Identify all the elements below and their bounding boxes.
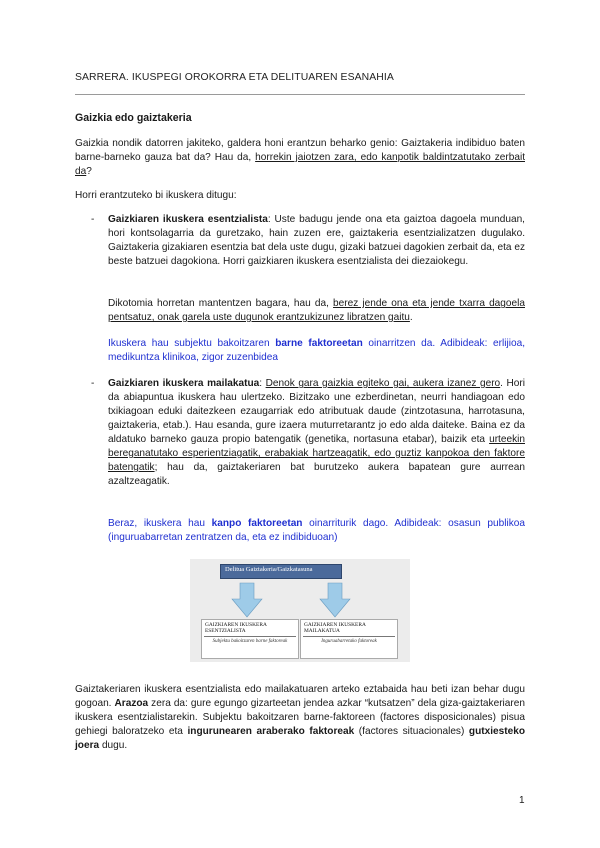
- intro-paragraph: [75, 137, 525, 179]
- arrow-down-icon: [320, 583, 350, 617]
- essentialist-box-subtitle: Subjektu bakoitzaren barne faktoreak: [212, 639, 288, 644]
- conclusion-text-2: zera da: gure egungo gizarteetan jendea azkar “kutsatzen” dela giza-gaiztakeriaren ikuskera esentzialistarekin. Subjektu bakoitzaren barne-faktoreen (factores disposicionales) pisua gehiegi baloratzeko eta: [75, 698, 525, 737]
- internal-note-text: Ikuskera hau subjektu bakoitzaren: [108, 338, 276, 349]
- dichotomy-text: Dikotomia horretan mantentzen bagara, hau da,: [108, 298, 334, 309]
- diagram-top-label: Delitua Gaiztakeria/Gaizkatasuna: [225, 566, 313, 573]
- graduated-underlined-2: urteekin bereganatutako esperientziagatik, erabakiak hartzeagatik, edo guztiz kanpokoa den faktore batengatik: [108, 434, 525, 473]
- conclusion-bold-3: gutxiesteko joera: [75, 726, 525, 751]
- graduated-box: [300, 619, 398, 659]
- arrow-down-icon: [232, 583, 262, 617]
- internal-factors-note: [108, 337, 525, 365]
- header-divider: [75, 94, 525, 95]
- graduated-heading: Gaizkiaren ikuskera mailakatua: [108, 378, 260, 389]
- conclusion-text-3: (factores situacionales): [354, 726, 469, 737]
- conclusion-text-4: dugu.: [99, 740, 128, 751]
- essentialist-box-title: GAIZKIAREN IKUSKERA ESENTZIALISTA: [205, 622, 267, 634]
- page-number: 1: [519, 795, 525, 806]
- graduated-box-title: GAIZKIAREN IKUSKERA MAILAKATUA: [304, 622, 366, 634]
- external-factors-note: [108, 517, 525, 545]
- internal-factors-term: barne faktoreetan: [275, 338, 363, 349]
- dichotomy-paragraph: [108, 297, 525, 325]
- intro-text: Gaizkia nondik datorren jakiteko, galdera honi erantzun beharko genio: Gaiztakeria indibiduo baten barne-barneko gauza bat da? Hau da,: [75, 138, 525, 163]
- list-dash: -: [91, 378, 95, 389]
- box-divider: [303, 636, 395, 637]
- dichotomy-end: .: [409, 312, 413, 323]
- section-title: Gaizkia edo gaiztakeria: [75, 112, 192, 124]
- essentialist-heading: Gaizkiaren ikuskera esentzialista: [108, 214, 268, 225]
- conclusion-bold-1: Arazoa: [114, 698, 149, 709]
- views-intro: Horri erantzuteko bi ikuskera ditugu:: [75, 190, 237, 201]
- graduated-underlined-1: Denok gara gaizkia egiteko gai, aukera izanez gero: [265, 378, 501, 389]
- graduated-paragraph: [108, 377, 525, 489]
- external-note-examples: oinarriturik dago. Adibideak: osasun publikoa (inguruabarretan zentratzen da, eta ez indibiduoan): [108, 518, 525, 543]
- graduated-text-1: . Hori da abiapuntua ikuskera hau ulertzeko. Bizitzako une ezberdinetan, neurri handiagoan edo txikiagoan eduki daitezkeen ezaugarriak edo atributuak daude (zintzotasuna, harrotasuna, gaiztakeria, etab.). Hau esanda, gure izaera muturretarantz jo edo alda daiteke. Baina ez da aldatuko barneko gauza propio batengatik (genetika, nortasuna etabar), baizik eta: [108, 378, 526, 445]
- intro-underlined-text: horrekin jaiotzen zara, edo kanpotik baldintzatutako zerbait da: [75, 152, 525, 177]
- box-divider: [204, 636, 296, 637]
- concept-diagram: [190, 559, 410, 662]
- graduated-colon: :: [259, 378, 266, 389]
- conclusion-text-1: Gaiztakeriaren ikuskera esentzialista edo mailakatuaren arteko eztabaida hau beti izan behar dugu gogoan.: [75, 684, 525, 709]
- intro-end: ?: [86, 166, 92, 177]
- list-dash: -: [91, 214, 95, 225]
- external-note-text: Beraz, ikuskera hau: [108, 518, 212, 529]
- graduated-box-subtitle: Inguruabarretako faktoreak: [321, 639, 377, 644]
- essentialist-box: [201, 619, 299, 659]
- chapter-header: SARRERA. IKUSPEGI OROKORRA ETA DELITUAREN ESANAHIA: [75, 72, 394, 83]
- essentialist-paragraph: [108, 213, 525, 269]
- graduated-text-2: ; hau da, gaiztakeriaren bat burutzeko aukera bapatean gure aurrean azaltzeagatik.: [108, 462, 525, 487]
- internal-note-examples: oinarritzen da. Adibideak: erlijioa, medikuntza klinikoa, zigor zuzenbidea: [108, 338, 526, 363]
- essentialist-text: : Uste badugu jende ona eta gaiztoa dagoela munduan, hori kontsolagarria da guretzako, hain zuzen ere, gaiztakeria esentzializatzen dugulako. Gaiztakeria gizakiaren esentzia bat dela uste dugu, gizaki batzuei dagokien zerbait da, eta ez beste batzuei dagokiona. Horri gaizkiaren ikuskera esentzialista dei diezaiokegu.: [108, 214, 525, 267]
- external-factors-term: kanpo faktoreetan: [211, 518, 303, 529]
- conclusion-paragraph: [75, 683, 525, 753]
- dichotomy-underlined-text: berez jende ona eta jende txarra dagoela pentsatuz, onak garela uste dugunok erantzukizunez libratzen gaitu: [108, 298, 525, 323]
- conclusion-bold-2: ingurunearen araberako faktoreak: [187, 726, 355, 737]
